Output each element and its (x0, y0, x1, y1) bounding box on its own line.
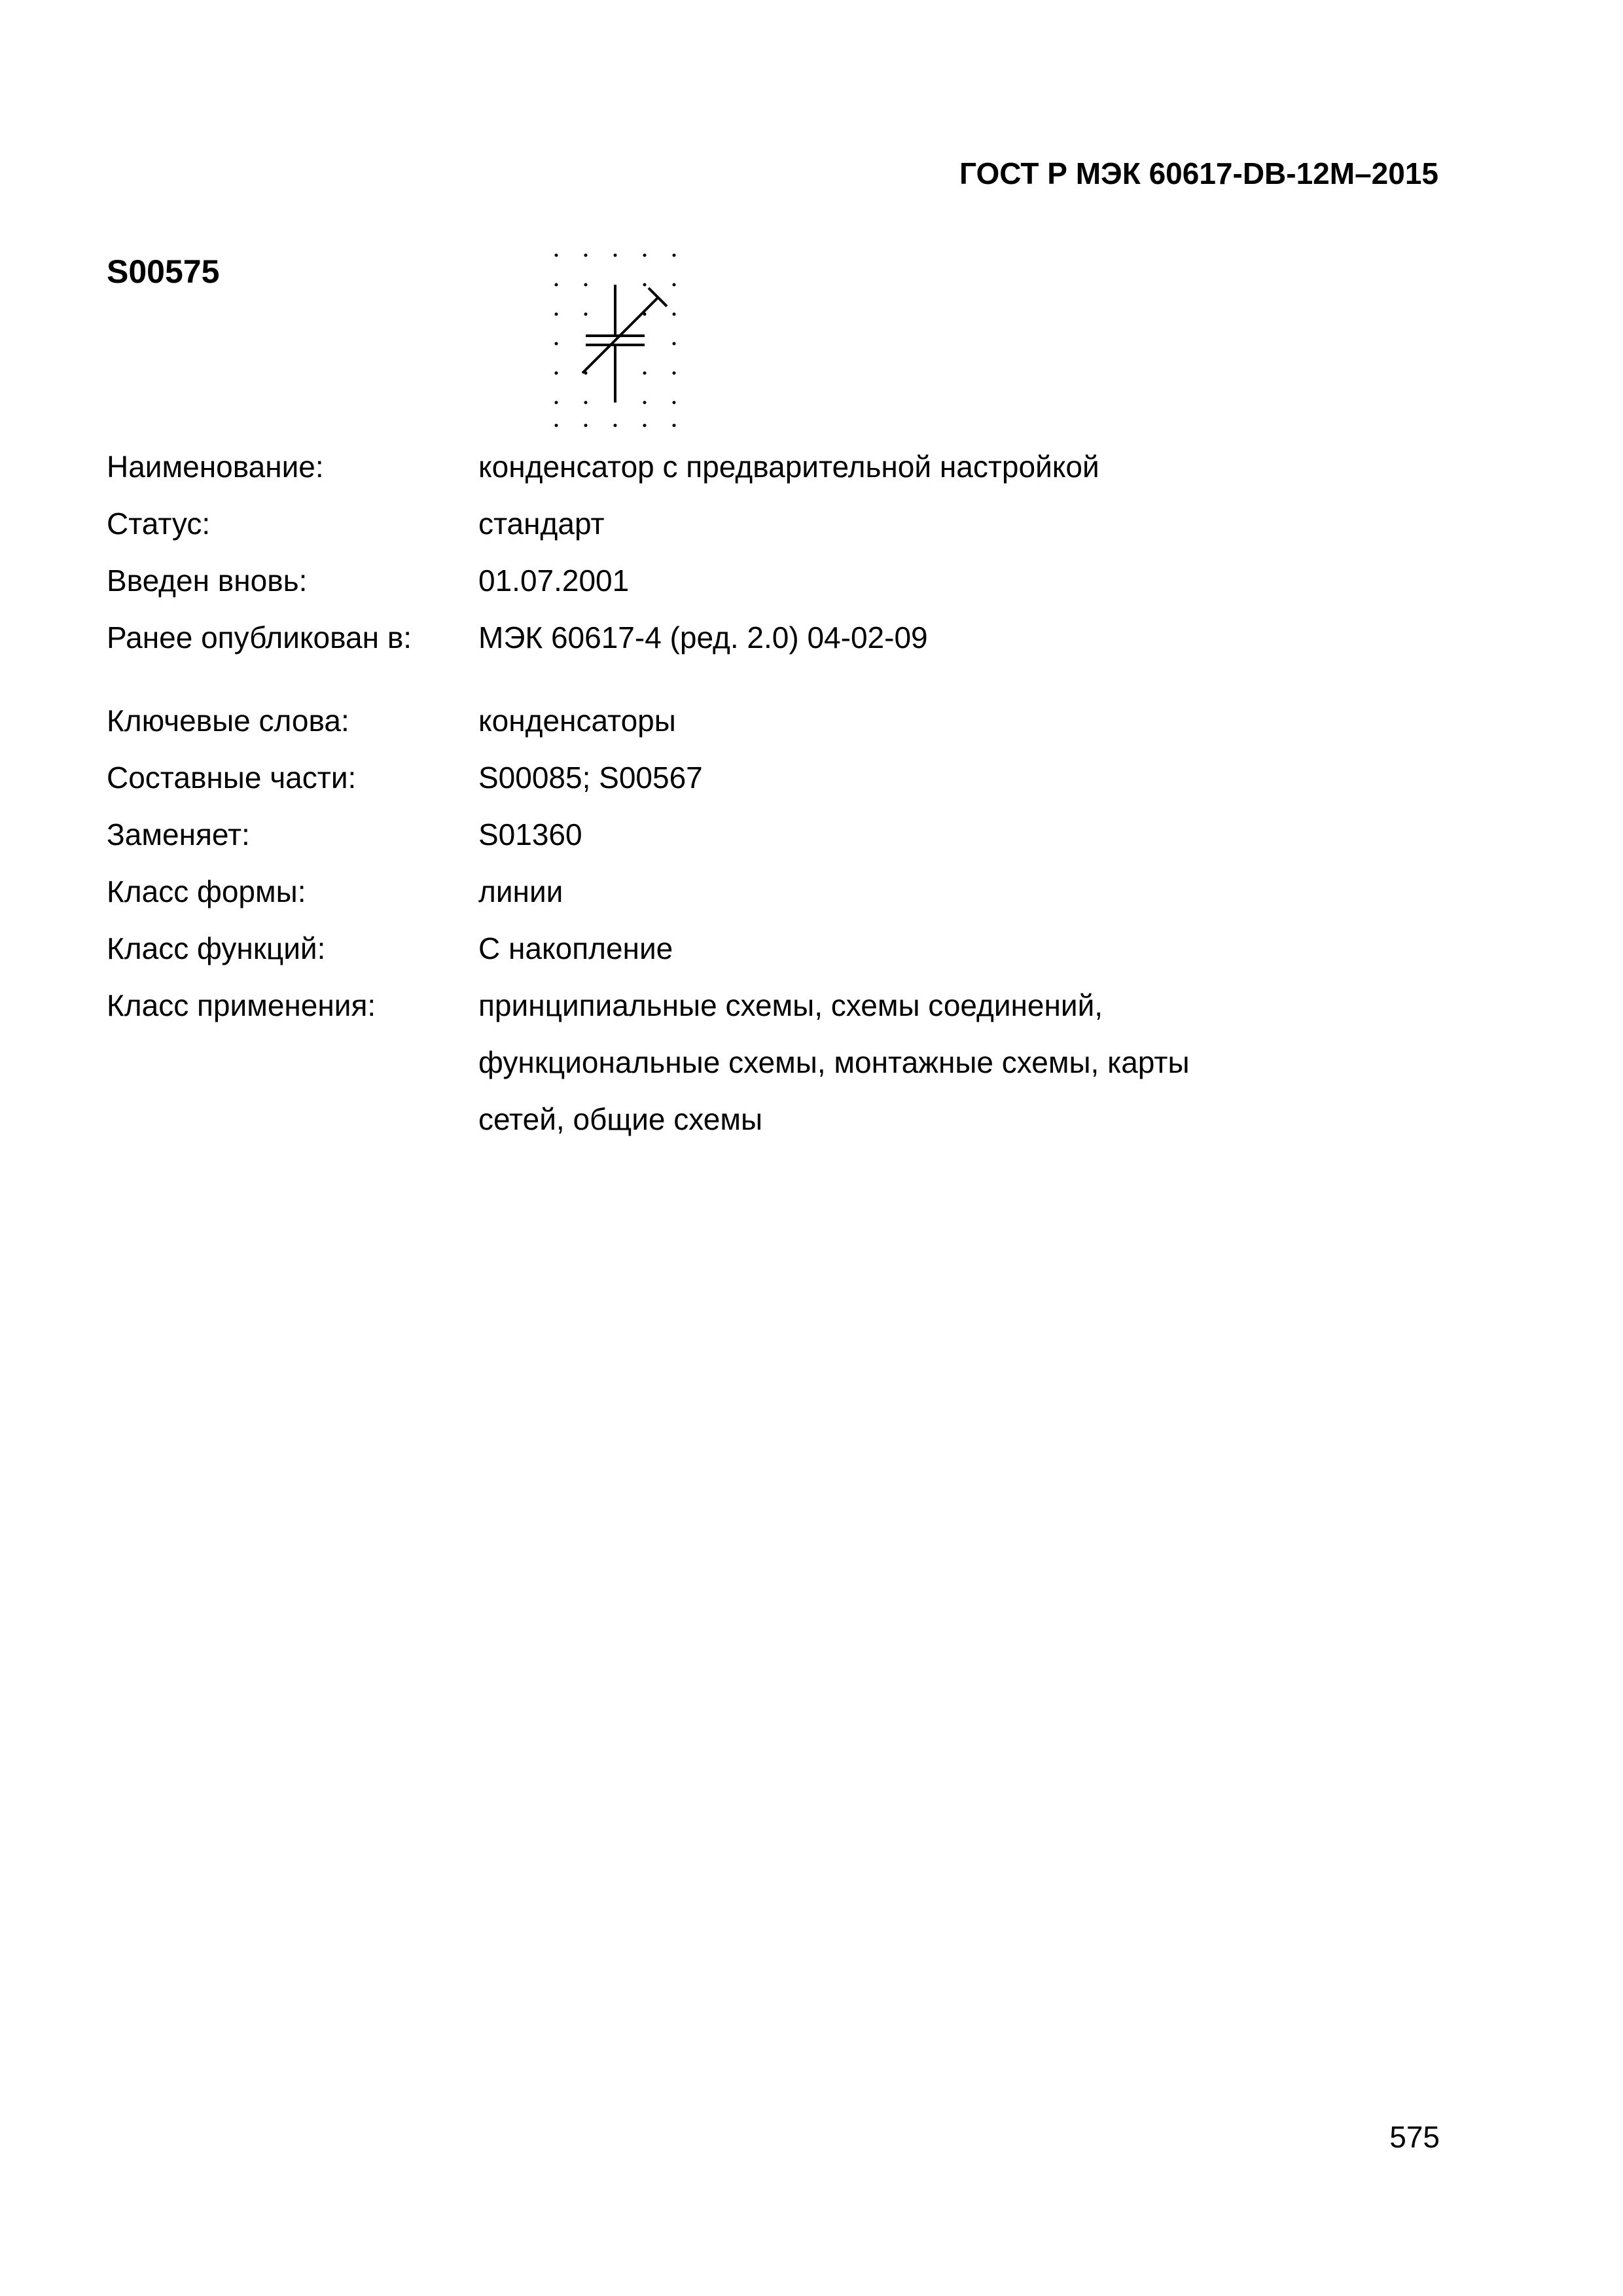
property-value-line: принципиальные схемы, схемы соединений, (478, 988, 1103, 1022)
property-label: Ранее опубликован в: (107, 620, 412, 655)
property-label: Ключевые слова: (107, 704, 349, 738)
property-row-replaces (107, 806, 1264, 863)
property-value-multiline (478, 977, 1264, 1148)
property-value-line: функциональные схемы, монтажные схемы, карты (478, 1045, 1190, 1079)
property-label: Класс функций: (107, 931, 326, 965)
property-row-introduced (107, 552, 1264, 609)
property-value-line: сетей, общие схемы (478, 1102, 763, 1136)
property-value: 01.07.2001 (478, 564, 630, 598)
property-label: Заменяет: (107, 817, 250, 852)
property-row-components (107, 749, 1264, 806)
preset-capacitor-symbol-icon (546, 249, 677, 432)
property-row-function-class (107, 920, 1264, 977)
property-label: Наименование: (107, 450, 324, 484)
property-value: МЭК 60617-4 (ред. 2.0) 04-02-09 (478, 620, 928, 655)
property-label: Класс применения: (107, 988, 376, 1022)
symbol-code: S00575 (107, 253, 220, 290)
property-row-shape-class (107, 863, 1264, 920)
property-label: Составные части: (107, 761, 357, 795)
capacitor-lines (582, 285, 667, 403)
property-value: C накопление (478, 931, 673, 965)
property-label: Статус: (107, 507, 211, 541)
property-value: S01360 (478, 817, 582, 852)
section-spacer (107, 666, 1264, 692)
property-value: S00085; S00567 (478, 761, 703, 795)
properties-table (107, 439, 1264, 1148)
property-row-keywords (107, 692, 1264, 749)
property-value: конденсаторы (478, 704, 676, 738)
property-label: Введен вновь: (107, 564, 308, 598)
property-label: Класс формы: (107, 874, 306, 908)
property-row-status (107, 495, 1264, 552)
property-row-application-class (107, 977, 1264, 1148)
property-value: стандарт (478, 507, 605, 541)
property-value: линии (478, 874, 563, 908)
document-standard-header: ГОСТ Р МЭК 60617-DB-12M–2015 (959, 156, 1438, 190)
property-row-name (107, 439, 1264, 495)
property-value: конденсатор с предварительной настройкой (478, 450, 1099, 484)
page-number: 575 (1389, 2120, 1440, 2154)
property-row-previously-published (107, 609, 1264, 666)
